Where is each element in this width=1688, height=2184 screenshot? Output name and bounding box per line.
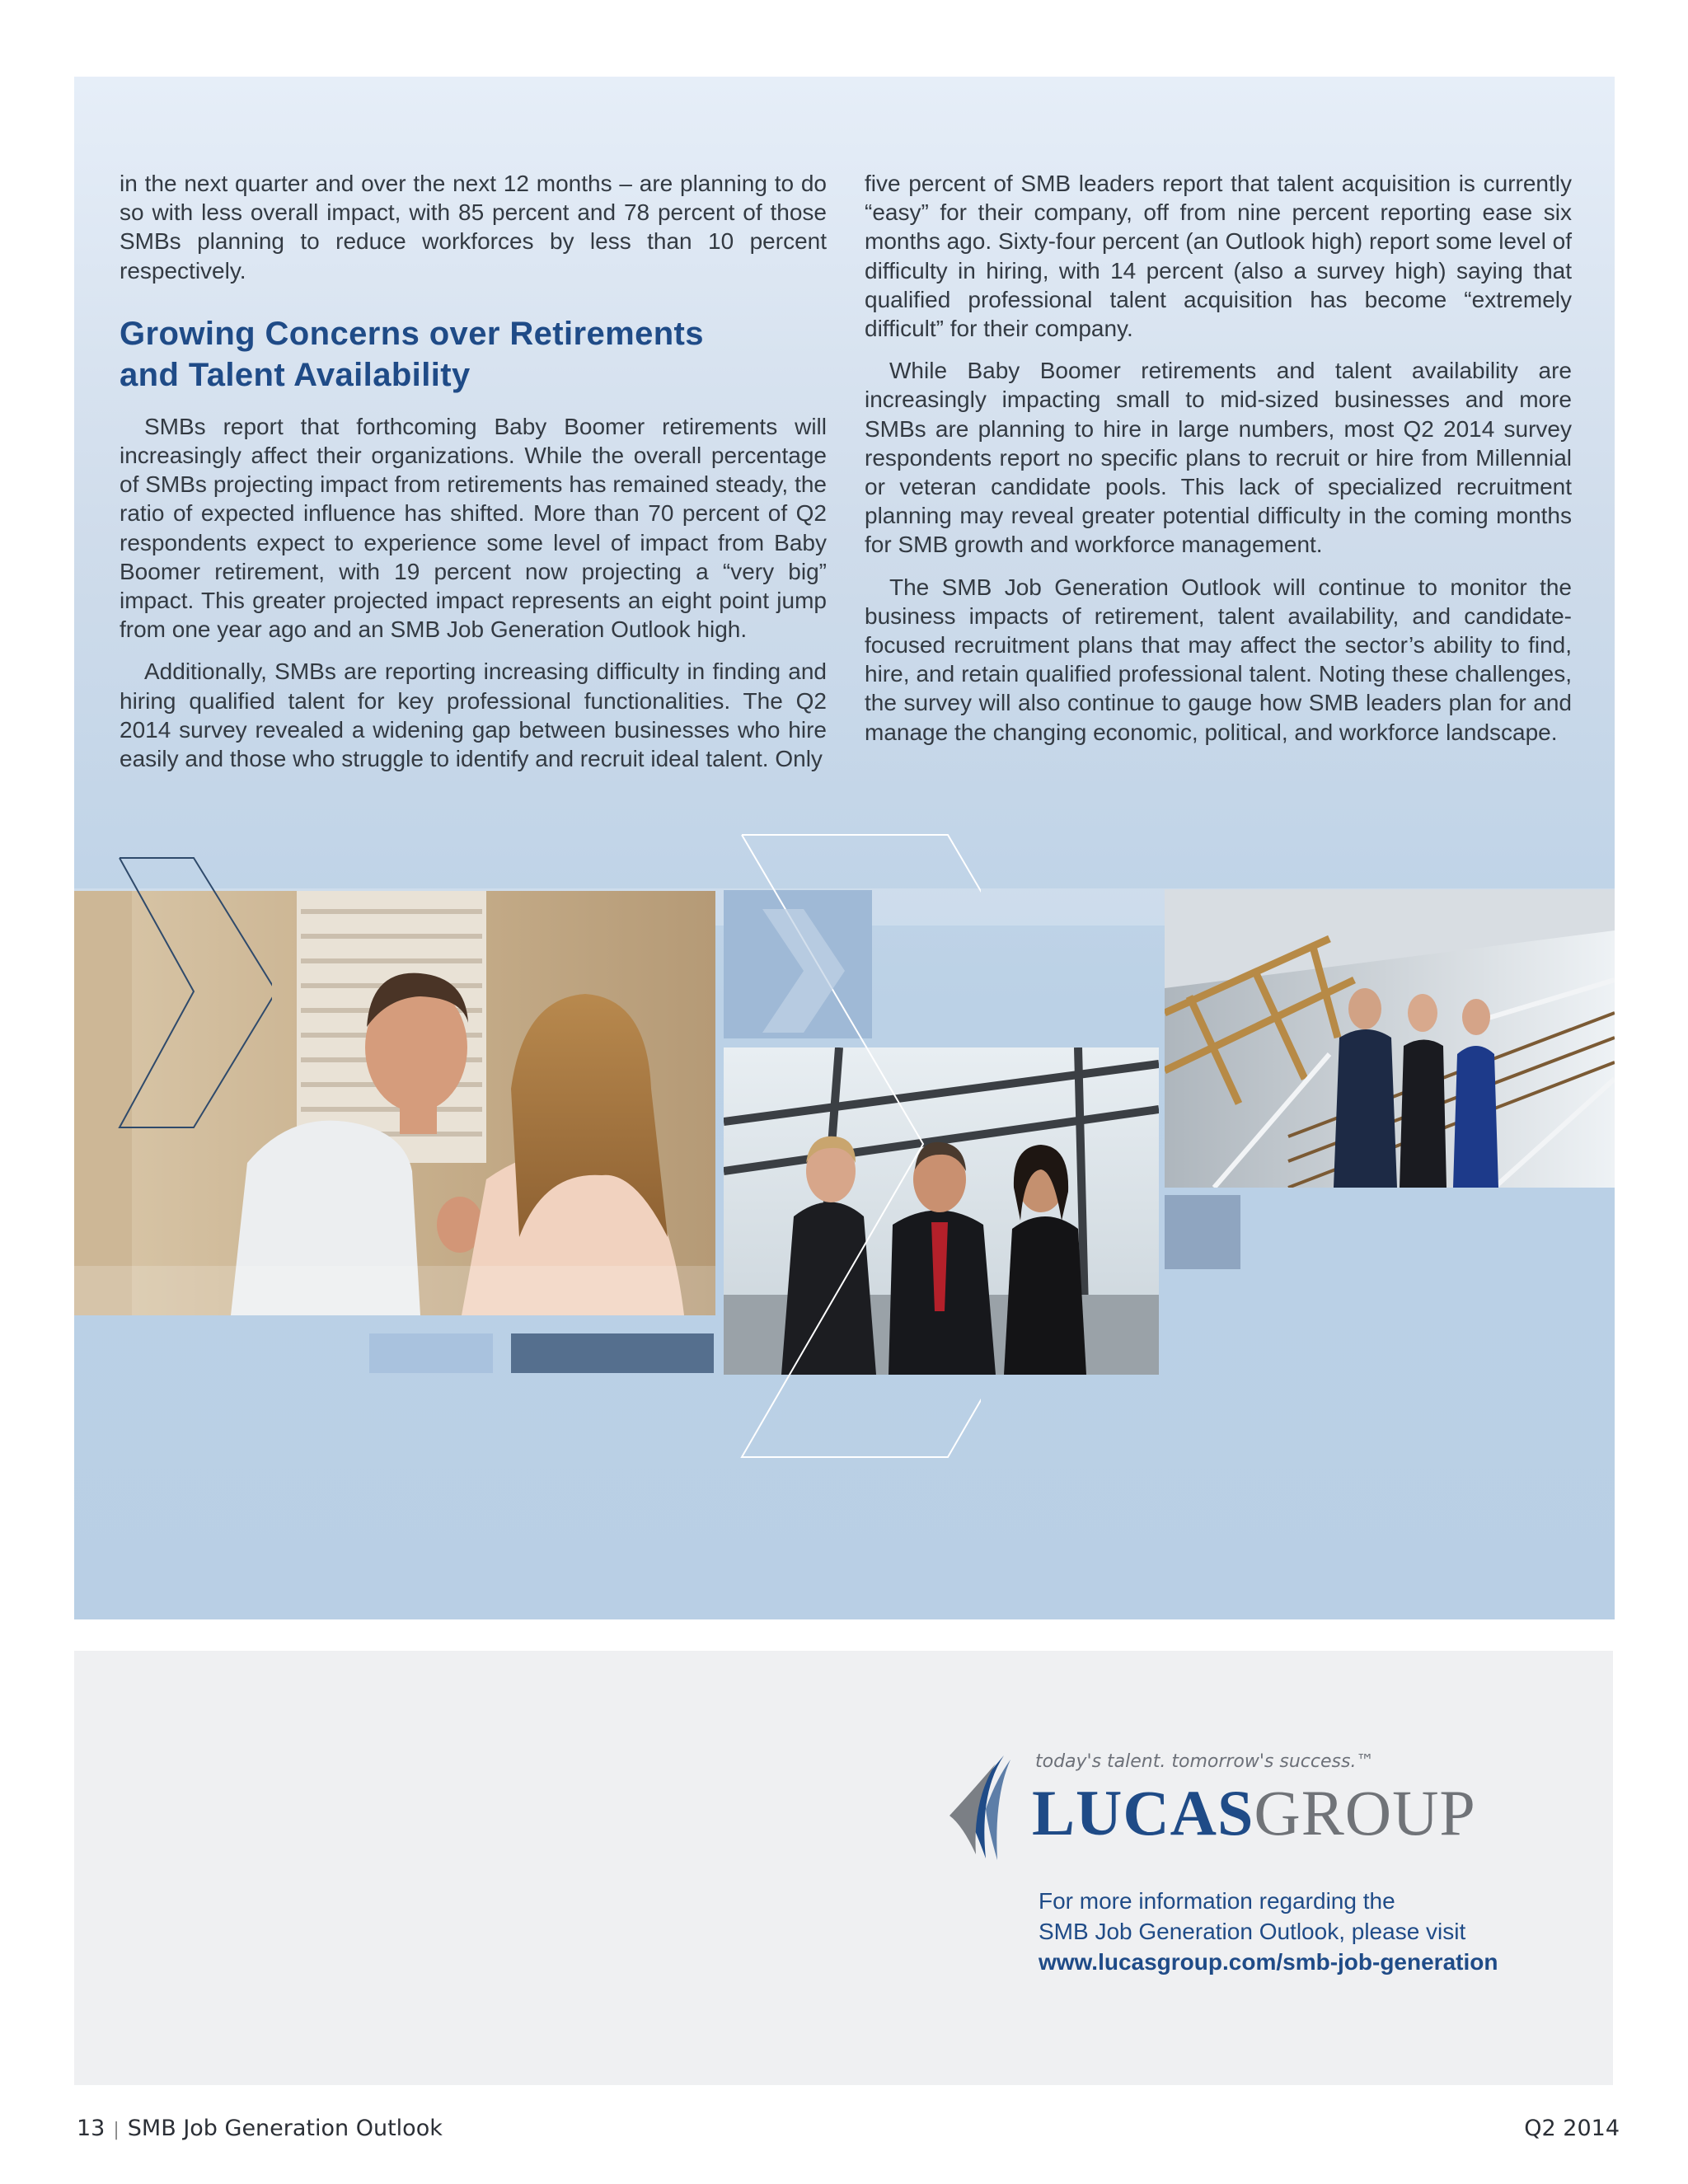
brand-secondary: GROUP [1254, 1777, 1476, 1849]
website-link[interactable]: www.lucasgroup.com/smb-job-generation [1039, 1949, 1498, 1975]
contact-panel [74, 1651, 1613, 2085]
chevron-arrow-icon [754, 901, 853, 1041]
decorative-bar [511, 1333, 714, 1373]
heading-line: Growing Concerns over Retirements [120, 315, 704, 352]
paragraph: SMBs report that forthcoming Baby Boomer retirements will increasingly affect their organizations. While the overall percentage of SMBs projecting impact from retirements has remained steady, the ratio of expected influence has shifted. More than 70 percent of Q2 respondents expect to experience some level of impact from Baby Boomer retirement, with 19 percent now projecting a “very big” impact. This greater projected impact represents an eight point jump from one year ago and an SMB Job Generation Outlook high. [120, 413, 827, 643]
footer-separator: | [113, 2120, 120, 2140]
paragraph: five percent of SMB leaders report that talent acquisition is currently “easy” for their company, off from nine percent reporting ease six months ago. Sixty-four percent (an Outlook high) report some level of difficulty in hiring, with 14 percent (also a survey high) saying that qualified professional talent acquisition has become “extremely difficult” for their company. [865, 171, 1572, 342]
issue-label: Q2 2014 [1524, 2116, 1620, 2141]
brand-primary: LUCAS [1032, 1777, 1254, 1849]
decorative-square [1165, 1195, 1240, 1269]
paragraph: The SMB Job Generation Outlook will continue to monitor the business impacts of retirement, talent availability, and candidate-focused recruitment plans that may affect the sector’s ability to find, hire, and retain qualified professional talent. Noting these challenges, the survey will also continue to gauge how SMB leaders plan for and manage the changing economic, political, and workforce landscape. [865, 574, 1572, 745]
decorative-square [369, 1333, 493, 1373]
paragraph: Additionally, SMBs are reporting increasing difficulty in finding and hiring qualified talent for key professional functionalities. The Q2 2014 survey revealed a widening gap between businesses who hire easily and those who struggle to identify and recruit ideal talent. Only [120, 658, 827, 772]
left-column [120, 169, 827, 786]
page-footer-left [77, 2116, 443, 2141]
publication-title: SMB Job Generation Outlook [127, 2116, 443, 2141]
contact-line: For more information regarding the [1039, 1888, 1395, 1914]
contact-info [1039, 1886, 1498, 1977]
stairway-walk-photo [1165, 889, 1615, 1188]
paragraph: While Baby Boomer retirements and talent availability are increasingly impacting small to mid-sized businesses and more SMBs are planning to hire in large numbers, most Q2 2014 survey respondents report no specific plans to recruit or hire from Millennial or veteran candidate pools. This lack of specialized recruitment planning may reveal greater potential difficulty in the coming months for SMB growth and workforce management. [865, 358, 1572, 558]
chevron-outline-left [74, 843, 272, 1255]
lucasgroup-logo-icon [946, 1751, 1029, 1863]
lucasgroup-logo-text [1032, 1777, 1476, 1849]
heading-line: and Talent Availability [120, 356, 471, 393]
right-column [865, 169, 1572, 760]
contact-line: SMB Job Generation Outlook, please visit [1039, 1919, 1466, 1944]
content-panel [74, 77, 1615, 1619]
page-number: 13 [77, 2116, 106, 2141]
paragraph: in the next quarter and over the next 12 months – are planning to do so with less overall impact, with 85 percent and 78 percent of those SMBs planning to reduce workforces by less than 10 percent respectively. [120, 171, 827, 284]
section-heading [120, 313, 827, 396]
logo-tagline: today's talent. tomorrow's success.™ [1035, 1751, 1375, 1772]
